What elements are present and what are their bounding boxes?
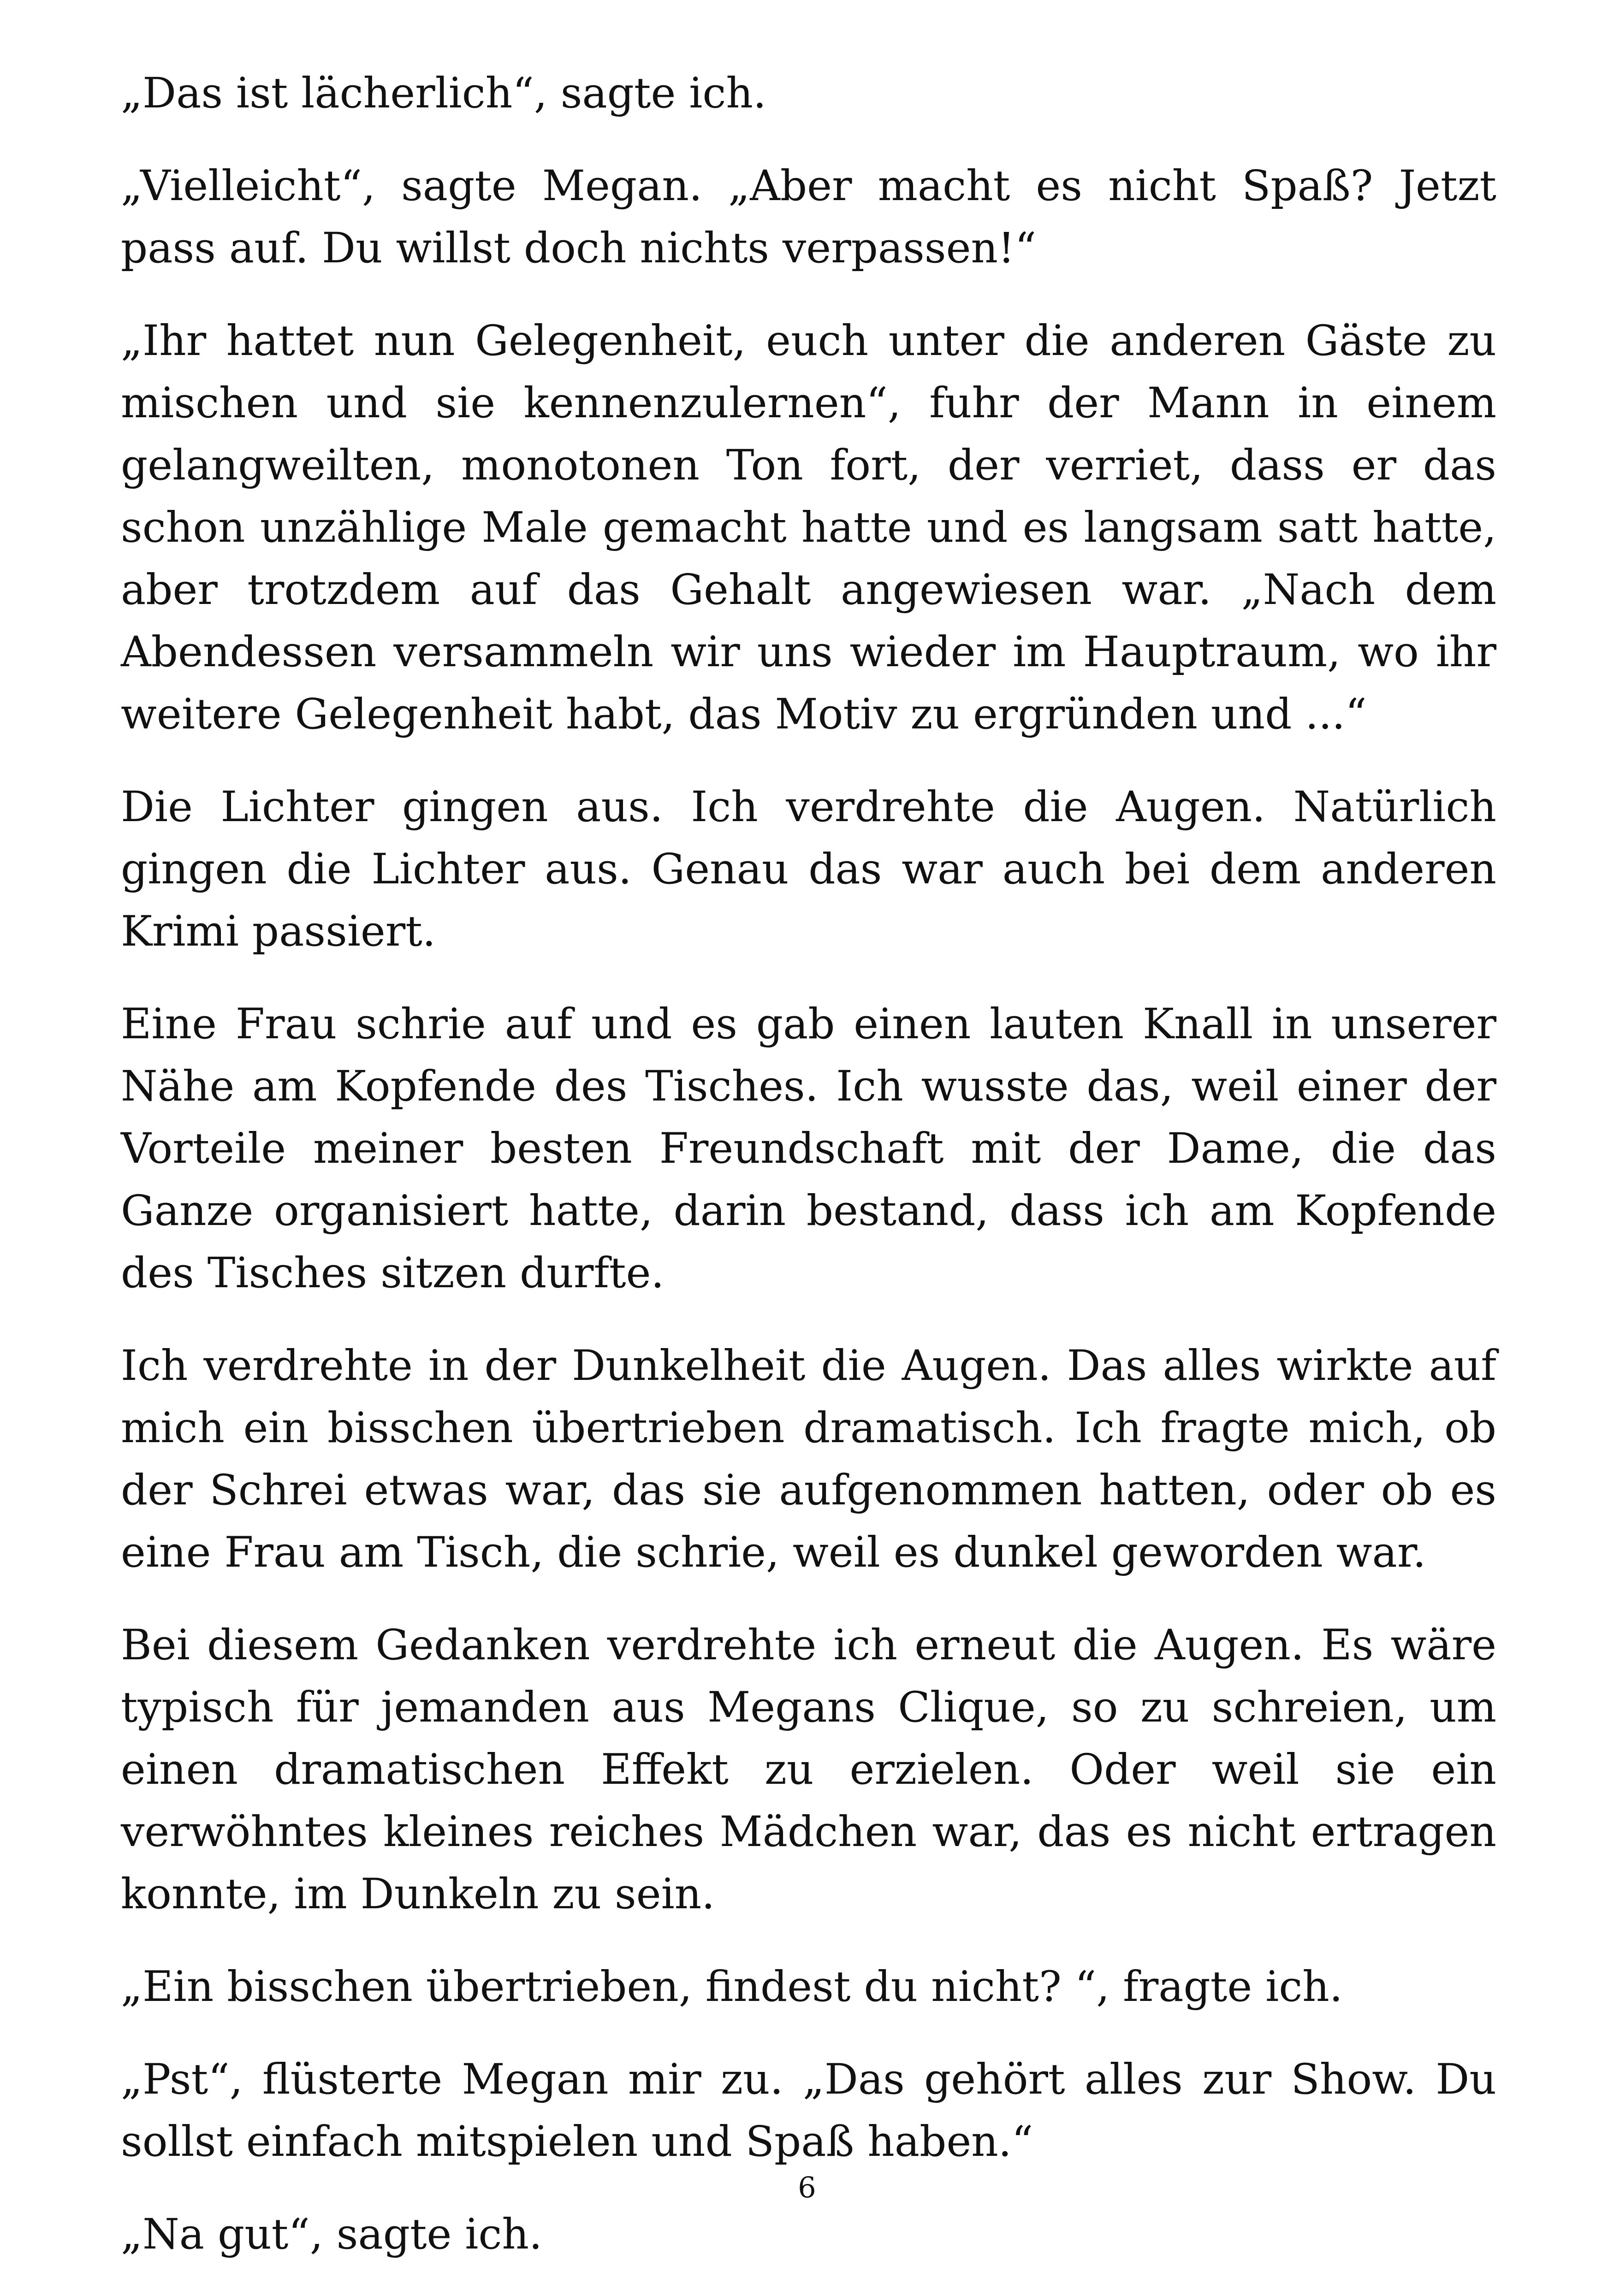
paragraph: Eine Frau schrie auf und es gab einen lauten Knall in unserer Nähe am Kopfende des Tisches. Ich wusste das, weil einer der Vorteile meiner besten Freundschaft mit der Dame, die das Ganze organisiert hatte, darin bestand, dass ich am Kopfende des Tisches sitzen durfte. xyxy=(121,1000,1496,1297)
paragraph: „Ein bisschen übertrieben, findest du nicht? “, fragte ich. xyxy=(121,1963,1343,2011)
body-text xyxy=(121,62,1496,2296)
paragraph: „Na gut“, sagte ich. xyxy=(121,2210,542,2259)
page-number: 6 xyxy=(798,2171,816,2204)
paragraph: Ich verdrehte in der Dunkelheit die Augen. Das alles wirkte auf mich ein bisschen übertrieben dramatisch. Ich fragte mich, ob der Schrei etwas war, das sie aufgenommen hatten, oder ob es eine Frau am Tisch, die schrie, weil es dunkel geworden war. xyxy=(121,1342,1496,1577)
paragraph: Bei diesem Gedanken verdrehte ich erneut die Augen. Es wäre typisch für jemanden aus Megans Clique, so zu schreien, um einen dramatischen Effekt zu erzielen. Oder weil sie ein verwöhntes kleines reiches Mädchen war, das es nicht ertragen konnte, im Dunkeln zu sein. xyxy=(121,1621,1496,1918)
paragraph: „Ihr hattet nun Gelegenheit, euch unter die anderen Gäste zu mischen und sie kennenzulernen“, fuhr der Mann in einem gelangweilten, monotonen Ton fort, der verriet, dass er das schon unzählige Male gemacht hatte und es langsam satt hatte, aber trotzdem auf das Gehalt angewiesen war. „Nach dem Abendessen versammeln wir uns wieder im Hauptraum, wo ihr weitere Gelegenheit habt, das Motiv zu ergründen und ...“ xyxy=(121,317,1496,739)
paragraph: „Vielleicht“, sagte Megan. „Aber macht es nicht Spaß? Jetzt pass auf. Du willst doch nichts verpassen!“ xyxy=(121,162,1496,272)
paragraph: Die Lichter gingen aus. Ich verdrehte die Augen. Natürlich gingen die Lichter aus. Genau das war auch bei dem anderen Krimi passiert. xyxy=(121,783,1496,956)
paragraph: „Das ist lächerlich“, sagte ich. xyxy=(121,69,766,118)
paragraph: „Pst“, flüsterte Megan mir zu. „Das gehört alles zur Show. Du sollst einfach mitspielen und Spaß haben.“ xyxy=(121,2055,1496,2166)
